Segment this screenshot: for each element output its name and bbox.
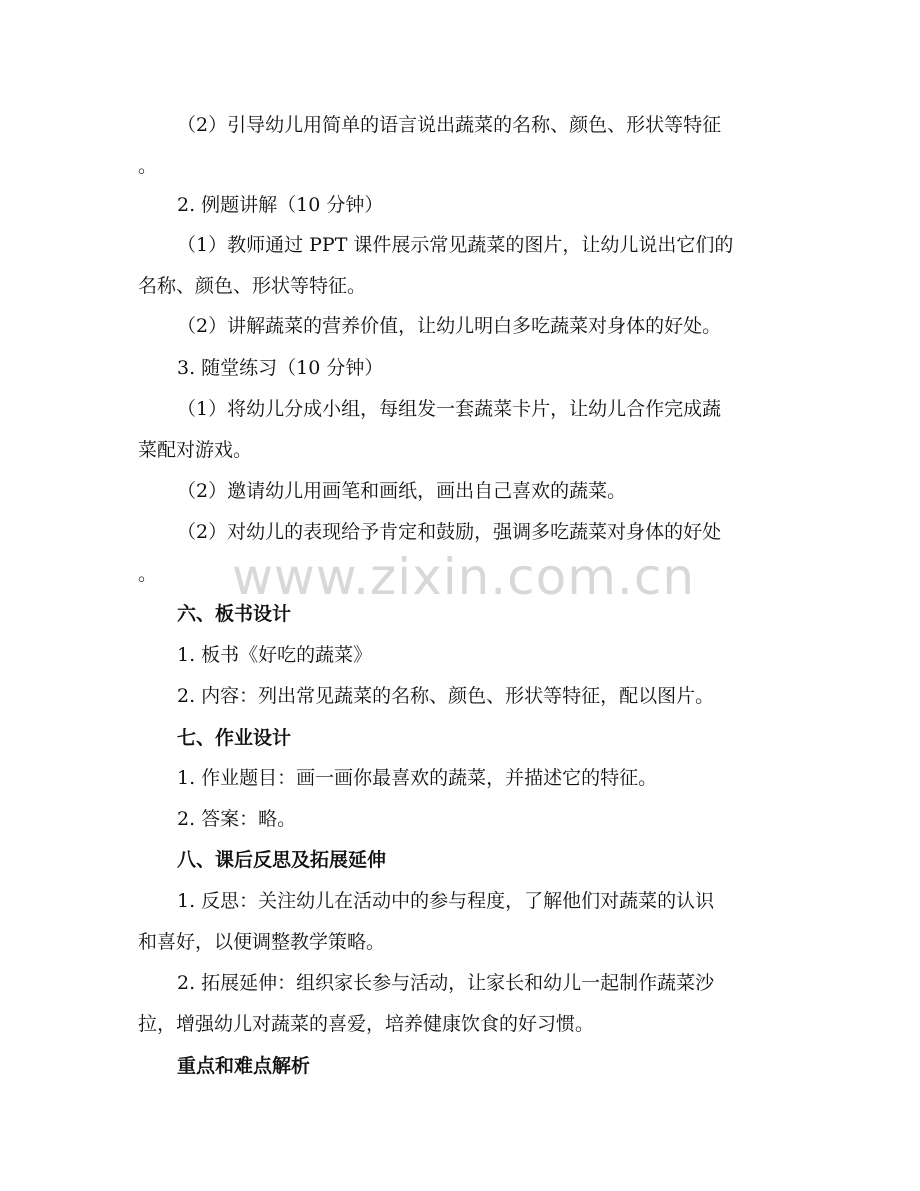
section-heading: 七、作业设计 [177,727,292,749]
paragraph-line: 2. 拓展延伸：组织家长参与活动，让家长和幼儿一起制作蔬菜沙 [177,972,715,994]
subheading: 3. 随堂练习（10 分钟） [177,357,384,379]
paragraph-line: 。 [138,563,158,585]
paragraph-line: 1. 反思：关注幼儿在活动中的参与程度，了解他们对蔬菜的认识 [177,890,715,912]
paragraph-line: 。 [138,155,158,177]
section-heading: 八、课后反思及拓展延伸 [177,849,387,871]
paragraph-line: 2. 内容：列出常见蔬菜的名称、颜色、形状等特征，配以图片。 [177,685,715,707]
paragraph-line: （1）将幼儿分成小组，每组发一套蔬菜卡片，让幼儿合作完成蔬 [177,398,722,420]
subheading: 2. 例题讲解（10 分钟） [177,194,384,216]
paragraph-line: 名称、颜色、形状等特征。 [138,275,367,297]
paragraph-line: （2）讲解蔬菜的营养价值，让幼儿明白多吃蔬菜对身体的好处。 [177,315,722,337]
paragraph-line: 1. 作业题目：画一画你最喜欢的蔬菜，并描述它的特征。 [177,767,658,789]
section-heading: 重点和难点解析 [177,1055,311,1077]
paragraph-line: 拉，增强幼儿对蔬菜的喜爱，培养健康饮食的好习惯。 [138,1013,595,1035]
watermark: www.zixin.com.cn [232,548,696,606]
paragraph-line: （1）教师通过 PPT 课件展示常见蔬菜的图片，让幼儿说出它们的 [177,234,734,256]
paragraph-line: 和喜好，以便调整教学策略。 [138,931,386,953]
paragraph-line: （2）邀请幼儿用画笔和画纸，画出自己喜欢的蔬菜。 [177,480,627,502]
paragraph-line: 1. 板书《好吃的蔬菜》 [177,644,373,666]
paragraph-line: 2. 答案：略。 [177,808,297,830]
paragraph-line: （2）引导幼儿用简单的语言说出蔬菜的名称、颜色、形状等特征 [177,114,722,136]
paragraph-line: 菜配对游戏。 [138,439,253,461]
section-heading: 六、板书设计 [177,603,292,625]
paragraph-line: （2）对幼儿的表现给予肯定和鼓励，强调多吃蔬菜对身体的好处 [177,521,722,543]
